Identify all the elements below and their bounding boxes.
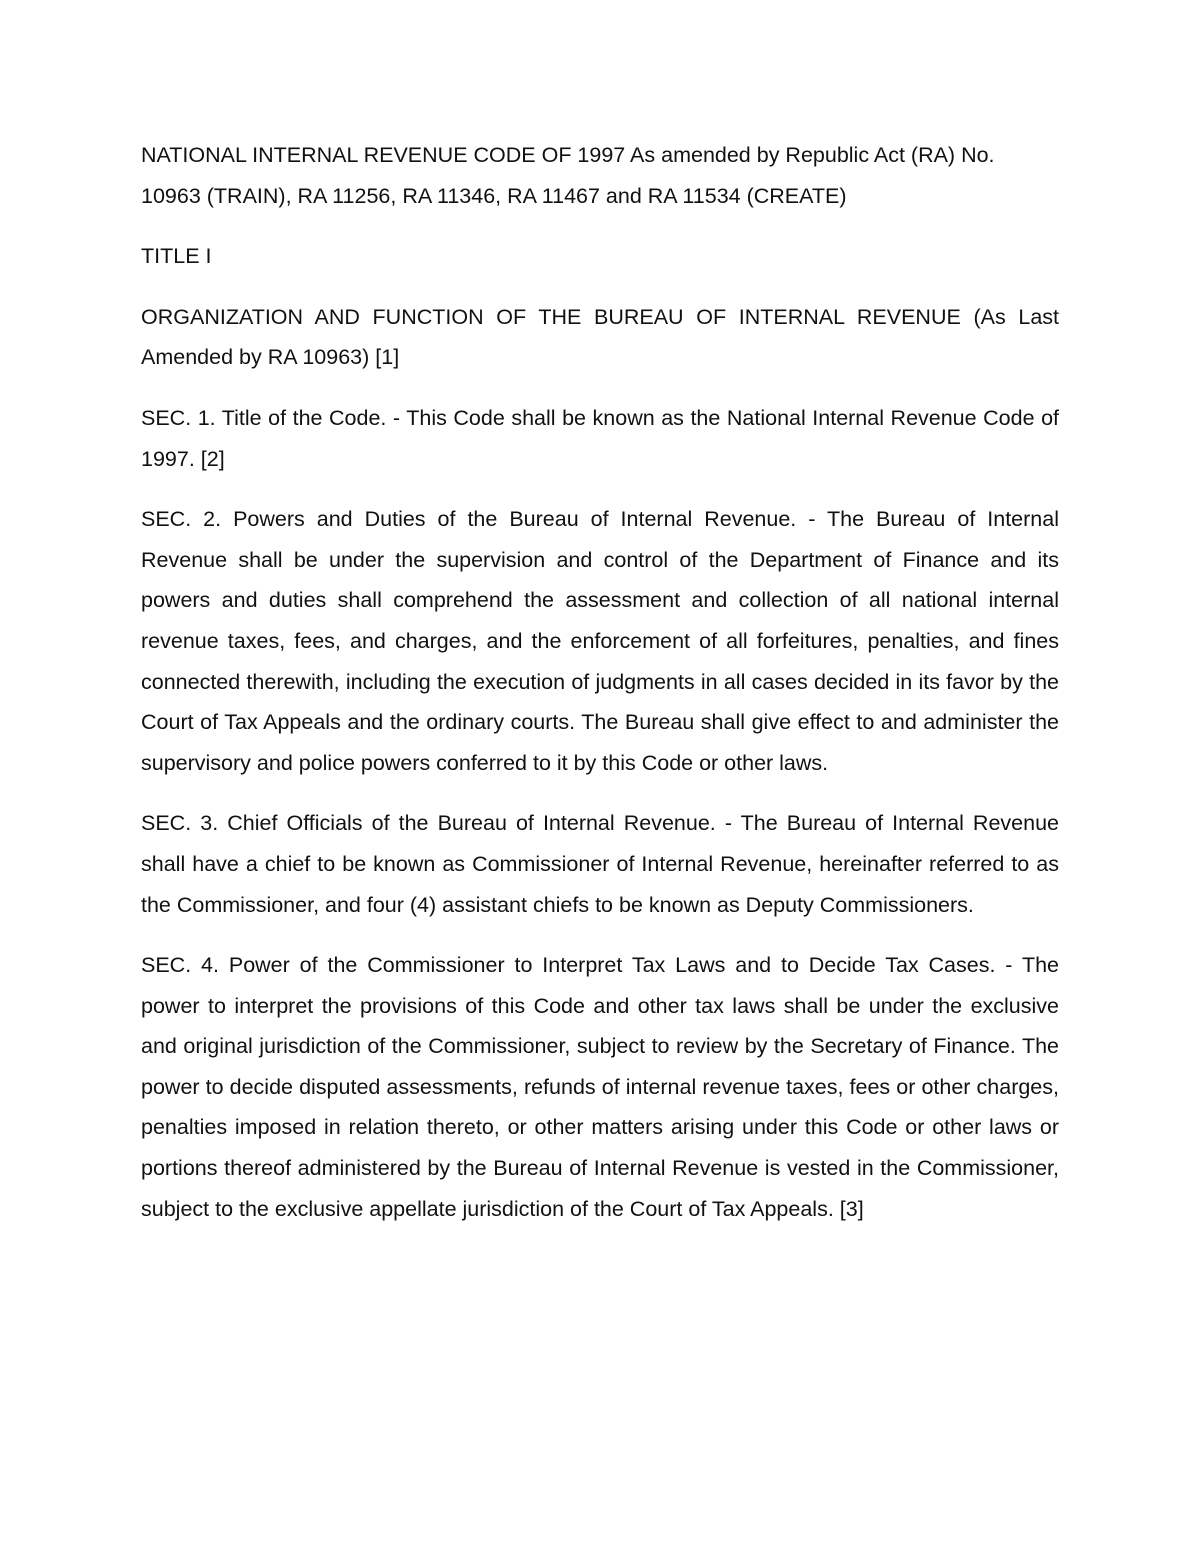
section-2-paragraph: SEC. 2. Powers and Duties of the Bureau of Internal Revenue. - The Bureau of Internal Revenue shall be under the supervision and control of the Department of Finance and its powers and duties shall comprehend the assessment and collection of all national internal revenue taxes, fees, and charges, and the enforcement of all forfeitures, penalties, and fines connected therewith, including the execution of judgments in all cases decided in its favor by the Court of Tax Appeals and the ordinary courts. The Bureau shall give effect to and administer the supervisory and police powers conferred to it by this Code or other laws. bbox=[141, 507, 1059, 775]
document-heading: NATIONAL INTERNAL REVENUE CODE OF 1997 As amended by Republic Act (RA) No. 10963 (TRAIN), RA 11256, RA 11346, RA 11467 and RA 11534 (CREATE) bbox=[141, 143, 995, 208]
section-3-paragraph: SEC. 3. Chief Officials of the Bureau of Internal Revenue. - The Bureau of Internal Revenue shall have a chief to be known as Commissioner of Internal Revenue, hereinafter referred to as the Commissioner, and four (4) assistant chiefs to be known as Deputy Commissioners. bbox=[141, 811, 1059, 917]
document-body bbox=[141, 135, 1059, 1249]
section-1-paragraph: SEC. 1. Title of the Code. - This Code shall be known as the National Internal Revenue Code of 1997. [2] bbox=[141, 405, 1059, 471]
section-4-paragraph: SEC. 4. Power of the Commissioner to Interpret Tax Laws and to Decide Tax Cases. - The power to interpret the provisions of this Code and other tax laws shall be under the exclusive and original jurisdiction of the Commissioner, subject to review by the Secretary of Finance. The power to decide disputed assessments, refunds of internal revenue taxes, fees or other charges, penalties imposed in relation thereto, or other matters arising under this Code or other laws or portions thereof administered by the Bureau of Internal Revenue is vested in the Commissioner, subject to the exclusive appellate jurisdiction of the Court of Tax Appeals. [3] bbox=[141, 953, 1059, 1221]
title-subject: ORGANIZATION AND FUNCTION OF THE BUREAU OF INTERNAL REVENUE (As Last Amended by RA 10963) [1] bbox=[141, 304, 1059, 370]
title-label: TITLE I bbox=[141, 244, 212, 269]
